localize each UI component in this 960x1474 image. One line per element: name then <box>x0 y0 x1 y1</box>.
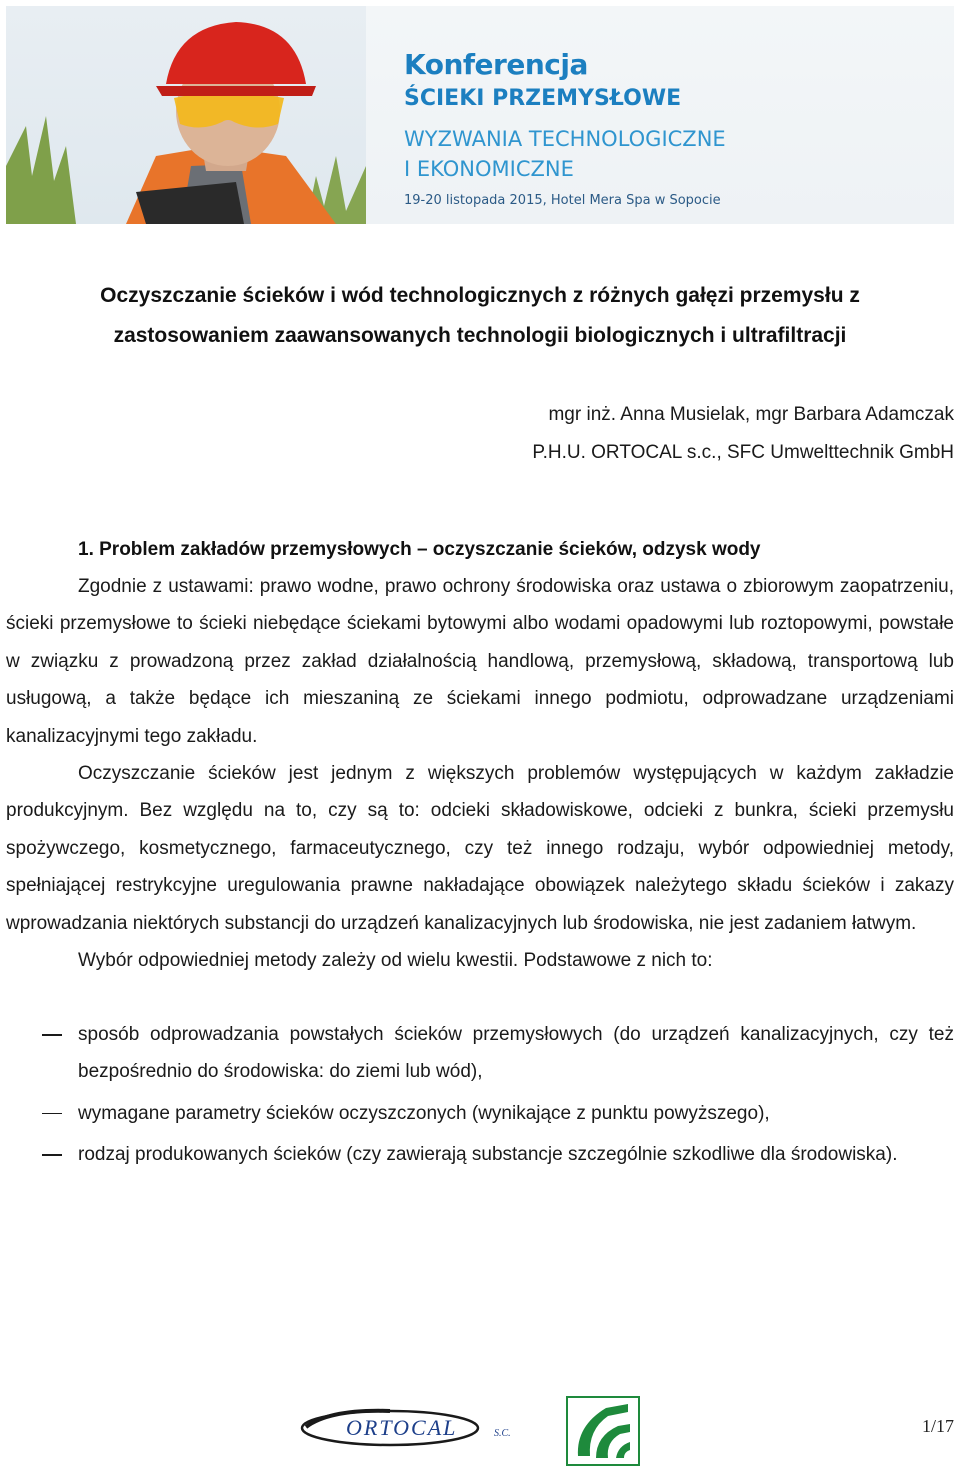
bullet-list <box>6 1016 954 1178</box>
section-body <box>6 568 954 979</box>
banner-tagline-2: I EKONOMICZNE <box>404 157 574 181</box>
paragraph: Oczyszczanie ścieków jest jednym z większych problemów występujących w każdym zakładzie produkcyjnym. Bez względu na to, czy są to: odcieki składowiskowe, odcieki z bunkra, ścieki przemysłu spożywczego, kosmetycznego, farmaceutycznego, czy też innego rodzaju, wybór odpowiedniej metody, spełniającej restrykcyjne uregulowania prawne nakładające obowiązek należytego składu ścieków i zakazy wprowadzania niektórych substancji do urządzeń kanalizacyjnych lub środowiska, nie jest zadaniem łatwym. <box>6 763 954 934</box>
section-heading: 1. Problem zakładów przemysłowych – oczyszczanie ścieków, odzysk wody <box>78 539 761 560</box>
list-item <box>6 1095 954 1132</box>
title-line-1: Oczyszczanie ścieków i wód technologicznych z różnych gałęzi przemysłu z <box>100 284 860 307</box>
helmet-brim-shape <box>156 86 316 96</box>
list-item-text: sposób odprowadzania powstałych ścieków przemysłowych (do urządzeń kanalizacyjnych, czy też bezpośrednio do środowiska: do ziemi lub wód), <box>78 1024 954 1083</box>
author-names: mgr inż. Anna Musielak, mgr Barbara Adamczak <box>548 404 954 425</box>
sfc-logo <box>566 1396 640 1466</box>
list-item-text: wymagane parametry ścieków oczyszczonych (wynikające z punktu powyższego), <box>78 1102 770 1124</box>
dash-bullet-icon <box>42 1154 62 1156</box>
banner-date: 19-20 listopada 2015, Hotel Mera Spa w Sopocie <box>404 193 721 208</box>
author-affiliation: P.H.U. ORTOCAL s.c., SFC Umwelttechnik GmbH <box>532 442 954 463</box>
page-number: 1/17 <box>921 1416 954 1436</box>
banner-title: Konferencja <box>404 48 588 81</box>
worker-photo-illustration <box>6 6 366 224</box>
helmet-shape <box>166 22 306 84</box>
conference-banner <box>6 6 954 224</box>
list-item-text: rodzaj produkowanych ścieków (czy zawierają substancje szczególnie szkodliwe dla środowiska). <box>78 1144 898 1166</box>
paragraph: Zgodnie z ustawami: prawo wodne, prawo ochrony środowiska oraz ustawa o zbiorowym zaopatrzeniu, ścieki przemysłowe to ścieki niebędące ściekami bytowymi albo wodami opadowymi lub roztopowymi, powstałe w związku z prowadzoną przez zakład działalnością handlową, przemysłową, składową, transportową lub usługową, a także będące ich mieszaniną ze ściekami innego podmiotu, odprowadzane urządzeniami kanalizacyjnymi tego zakładu. <box>6 576 954 747</box>
dash-bullet-icon <box>42 1113 62 1115</box>
document-title <box>20 276 940 356</box>
grass-shape <box>6 116 76 224</box>
ortocal-logo-text: ORTOCAL <box>346 1415 458 1440</box>
banner-text <box>404 48 944 210</box>
list-item <box>6 1136 954 1173</box>
ortocal-logo-suffix: S.C. <box>494 1428 511 1439</box>
title-line-2: zastosowaniem zaawansowanych technologii biologicznych i ultrafiltracji <box>113 324 847 347</box>
banner-tagline-1: WYZWANIA TECHNOLOGICZNE <box>404 127 726 151</box>
dash-bullet-icon <box>42 1034 62 1036</box>
ortocal-logo <box>300 1405 520 1451</box>
paragraph: Wybór odpowiedniej metody zależy od wielu kwestii. Podstawowe z nich to: <box>78 950 713 972</box>
list-item <box>6 1016 954 1091</box>
banner-subtitle: ŚCIEKI PRZEMYSŁOWE <box>404 86 682 111</box>
authors-block <box>532 396 954 472</box>
